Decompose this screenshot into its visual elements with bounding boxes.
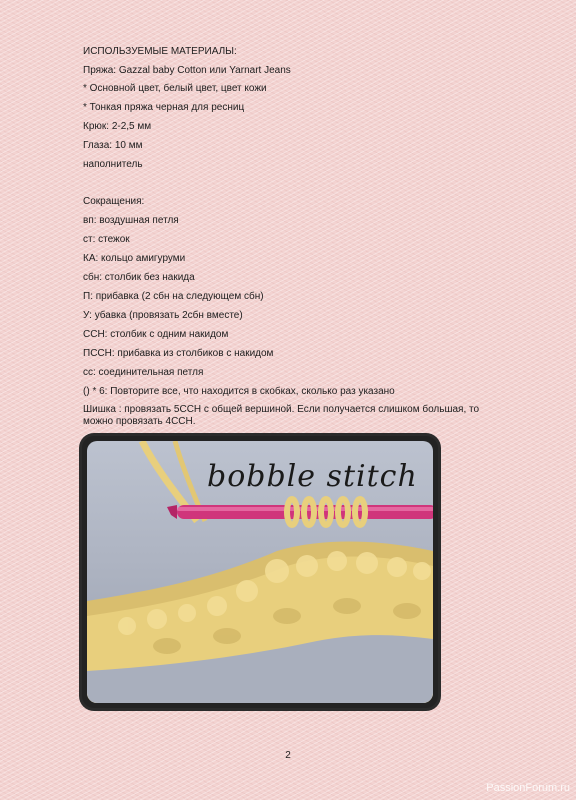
bobble-stitch-photo [82, 436, 438, 708]
photo-caption: bobble stitch [207, 459, 418, 494]
materials-heading: ИСПОЛЬЗУЕМЫЕ МАТЕРИАЛЫ: [83, 46, 237, 57]
abbr-dc-inc: ПССН: прибавка из столбиков с накидом [83, 348, 274, 359]
page-number: 2 [285, 750, 291, 761]
abbr-mr: КА: кольцо амигуруми [83, 253, 186, 264]
abbr-st: ст: стежок [83, 234, 130, 245]
watermark: PassionForum.ru [486, 782, 570, 794]
abbr-ch: вп: воздушная петля [83, 215, 179, 226]
abbr-sc: сбн: столбик без накида [83, 272, 195, 283]
abbr-dc: ССН: столбик с одним накидом [83, 329, 229, 340]
eyes-line: Глаза: 10 мм [83, 140, 143, 151]
main-color-line: * Основной цвет, белый цвет, цвет кожи [83, 83, 267, 94]
thin-yarn-line: * Тонкая пряжа черная для ресниц [83, 102, 245, 113]
yarn-line: Пряжа: Gazzal baby Cotton или Yarnart Jeans [83, 65, 291, 76]
abbreviations-heading: Сокращения: [83, 196, 145, 207]
abbr-inc: П: прибавка (2 сбн на следующем сбн) [83, 291, 264, 302]
hook-line: Крюк: 2-2,5 мм [83, 121, 152, 132]
abbr-slst: сс: соединительная петля [83, 367, 204, 378]
abbr-dec: У: убавка (провязать 2сбн вместе) [83, 310, 243, 321]
abbr-repeat: () * 6: Повторите все, что находится в скобках, сколько раз указано [83, 386, 395, 397]
abbr-bobble: Шишка : провязать 5ССН с общей вершиной. Если получается слишком большая, то можно провязать 4ССН. [83, 404, 480, 427]
filler-line: наполнитель [83, 159, 143, 170]
